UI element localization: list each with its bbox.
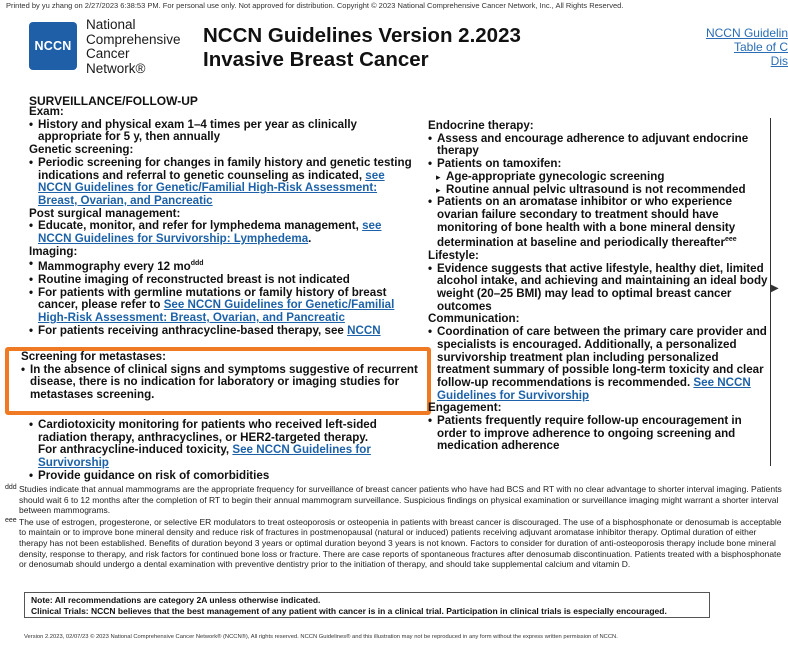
postsurg-text: Educate, monitor, and refer for lymphedema management, xyxy=(38,219,359,233)
exam-label: Exam: xyxy=(29,105,64,118)
lifestyle-item: • Evidence suggests that active lifestyle, healthy diet, limited alcohol intake, and achieving and maintaining an ideal body weight (20–25 BMI) may lead to optimal breast cancer outcomes xyxy=(428,263,768,314)
endocrine-label: Endocrine therapy: xyxy=(428,119,534,132)
cardio-item xyxy=(29,419,419,470)
endocrine-item: • Assess and encourage adherence to adjuvant endocrine therapy xyxy=(428,133,768,158)
footnote-ref: ddd xyxy=(190,260,204,268)
genetic-risk-link[interactable]: See NCCN Guidelines for Genetic/Familial High-Risk Assessment: Breast, Ovarian, and Pancreatic xyxy=(38,298,395,325)
copyright-line: Version 2.2023, 02/07/23 © 2023 National Comprehensive Cancer Network® (NCCN®), All rights reserved. NCCN Guidelines® and this illustration may not be reproduced in any form without the express written permission of NCCN. xyxy=(24,634,618,640)
imaging-item xyxy=(29,325,414,338)
note-box xyxy=(24,592,710,618)
metastases-label: Screening for metastases: xyxy=(21,350,166,363)
guidelines-index-link[interactable]: NCCN Guidelin xyxy=(705,26,788,40)
genetic-label: Genetic screening: xyxy=(29,143,134,157)
logo-line: Cancer xyxy=(86,46,130,61)
logo-text xyxy=(86,18,181,76)
footnote-text: The use of estrogen, progesterone, or selective ER modulators to treat osteoporosis or osteopenia in patients with breast cancer is discouraged. The use of a bisphosphonate or denosumab is acceptable to maintain or to improve bone mineral density and reduce risk of fractures in postmenopausal (natural or induced) patients receiving adjuvant aromatase inhibitor therapy. Optimal duration of either therapy has not been established. Benefits of duration beyond 3 years or optimal duration beyond 3 years is not known. Factors to consider for duration of anti-osteoporosis therapy include bone mineral density, response to therapy, and risk factors for continued bone loss or fracture. There are case reports of spontaneous fractures after denosumab discontinuation. Patients treated with a bisphosphonate or denosumab should undergo a dental examination with preventive dentistry prior to the initiation of therapy, and should take supplemental calcium and vitamin D. xyxy=(19,516,782,570)
logo-line: National xyxy=(86,17,136,32)
nccn-logo xyxy=(29,22,77,70)
print-notice: Printed by yu zhang on 2/27/2023 6:38:53 PM. For personal use only. Not approved for distribution. Copyright © 2023 National Comprehensive Cancer Network, Inc., All Rights Reserved. xyxy=(6,1,624,10)
postsurg-item: • Educate, monitor, and refer for lymphedema management, see NCCN Guidelines for Survivorship: Lymphedema. xyxy=(29,220,414,245)
engagement-item: • Patients frequently require follow-up encouragement in order to improve adherence to ongoing screening and medication adherence xyxy=(428,415,768,453)
note-line: Note: All recommendations are category 2A unless otherwise indicated. xyxy=(31,595,321,605)
imaging-item: • Routine imaging of reconstructed breast is not indicated xyxy=(29,274,414,287)
arrow-right-icon: ▶ xyxy=(771,283,779,294)
top-nav-links xyxy=(706,26,788,68)
nccn-link[interactable]: NCCN xyxy=(347,323,381,337)
right-column xyxy=(428,120,768,453)
lifestyle-label: Lifestyle: xyxy=(428,248,479,262)
footnote-marker: ddd xyxy=(5,484,17,491)
genetic-item xyxy=(29,157,414,208)
survivorship-link[interactable]: See NCCN Guidelines for Survivorship xyxy=(38,443,371,470)
communication-text: Coordination of care between the primary care provider and specialists is encouraged. Additionally, a personalized survivorship treatment plan including personalized treatment summary of possible long-term toxicity and clear follow-up recommendations is recommended. xyxy=(437,325,767,389)
left-column-continued xyxy=(29,419,419,483)
engagement-label: Engagement: xyxy=(428,401,502,415)
communication-item xyxy=(428,326,768,402)
logo-abbr: NCCN xyxy=(34,39,72,53)
imaging-label: Imaging: xyxy=(29,244,78,258)
page-title: NCCN Guidelines Version 2.2023 xyxy=(203,24,521,47)
lymphedema-link[interactable]: see NCCN Guidelines for Survivorship: Lymphedema xyxy=(38,219,382,246)
discussion-link[interactable]: Dis xyxy=(770,54,788,68)
imaging-text: For patients receiving anthracycline-based therapy, see xyxy=(38,323,344,337)
imaging-item xyxy=(29,287,414,325)
footnote-text: Studies indicate that annual mammograms are the appropriate frequency for surveillance of breast cancer patients who have had BCS and RT with no clear advantage to shorter interval imaging. Patients should wait 6 to 12 months after the completion of RT to begin their annual mammogram surveillance. Suspicious findings on physical examination or surveillance imaging might warrant a shorter interval between mammograms. xyxy=(19,484,782,516)
footnote-ref: eee xyxy=(725,236,737,244)
survivorship-link[interactable]: See NCCN Guidelines for Survivorship xyxy=(437,375,751,402)
logo-line: Network® xyxy=(86,60,146,76)
cardio-text: For anthracycline-induced toxicity, xyxy=(38,443,230,457)
imaging-item xyxy=(29,258,414,274)
genetic-link[interactable]: see NCCN Guidelines for Genetic/Familial High-Risk Assessment: Breast, Ovarian, and Pancreatic xyxy=(38,168,385,207)
endocrine-text: Patients on an aromatase inhibitor or who experience ovarian failure secondary to treatment should have monitoring of bone health with a bone mineral density determination at baseline and periodically thereafter xyxy=(437,195,736,250)
postsurg-label: Post surgical management: xyxy=(29,206,181,220)
footnote-ddd xyxy=(5,484,785,516)
metastases-section xyxy=(21,351,421,402)
communication-label: Communication: xyxy=(428,312,520,326)
tamoxifen-subitem: ▸ Age-appropriate gynecologic screening xyxy=(428,171,768,184)
endocrine-item xyxy=(428,196,768,250)
footnotes xyxy=(5,484,785,571)
endocrine-item: • Patients on tamoxifen: xyxy=(428,158,768,171)
left-column xyxy=(29,106,414,338)
page-subtitle: Invasive Breast Cancer xyxy=(203,48,429,71)
section-heading: SURVEILLANCE/FOLLOW-UP xyxy=(29,94,198,108)
footnote-marker: eee xyxy=(5,516,17,524)
imaging-text: Mammography every 12 mo xyxy=(38,260,191,274)
logo-line: Comprehensive xyxy=(86,31,181,47)
metastases-item: • In the absence of clinical signs and symptoms suggestive of recurrent disease, there is no indication for laboratory or imaging studies for metastases screening. xyxy=(21,364,421,402)
tamoxifen-subitem: ▸ Routine annual pelvic ultrasound is not recommended xyxy=(428,184,768,197)
footnote-eee xyxy=(5,517,785,570)
exam-item: • History and physical exam 1–4 times per year as clinically appropriate for 5 y, then annually xyxy=(29,119,414,144)
genetic-text: Periodic screening for changes in family history and genetic testing indications and referral to genetic counseling as indicated, xyxy=(38,155,412,182)
imaging-text: For patients with germline mutations or family history of breast cancer, please refer to xyxy=(38,285,387,312)
comorbidities-item: • Provide guidance on risk of comorbidities xyxy=(29,470,419,483)
table-of-contents-link[interactable]: Table of C xyxy=(733,40,788,54)
cardio-text: Cardiotoxicity monitoring for patients who received left-sided radiation therapy, anthracyclines, or HER2-targeted therapy. xyxy=(38,418,377,444)
clinical-trials-note: Clinical Trials: NCCN believes that the best management of any patient with cancer is in a clinical trial. Participation in clinical trials is especially encouraged. xyxy=(31,606,667,616)
